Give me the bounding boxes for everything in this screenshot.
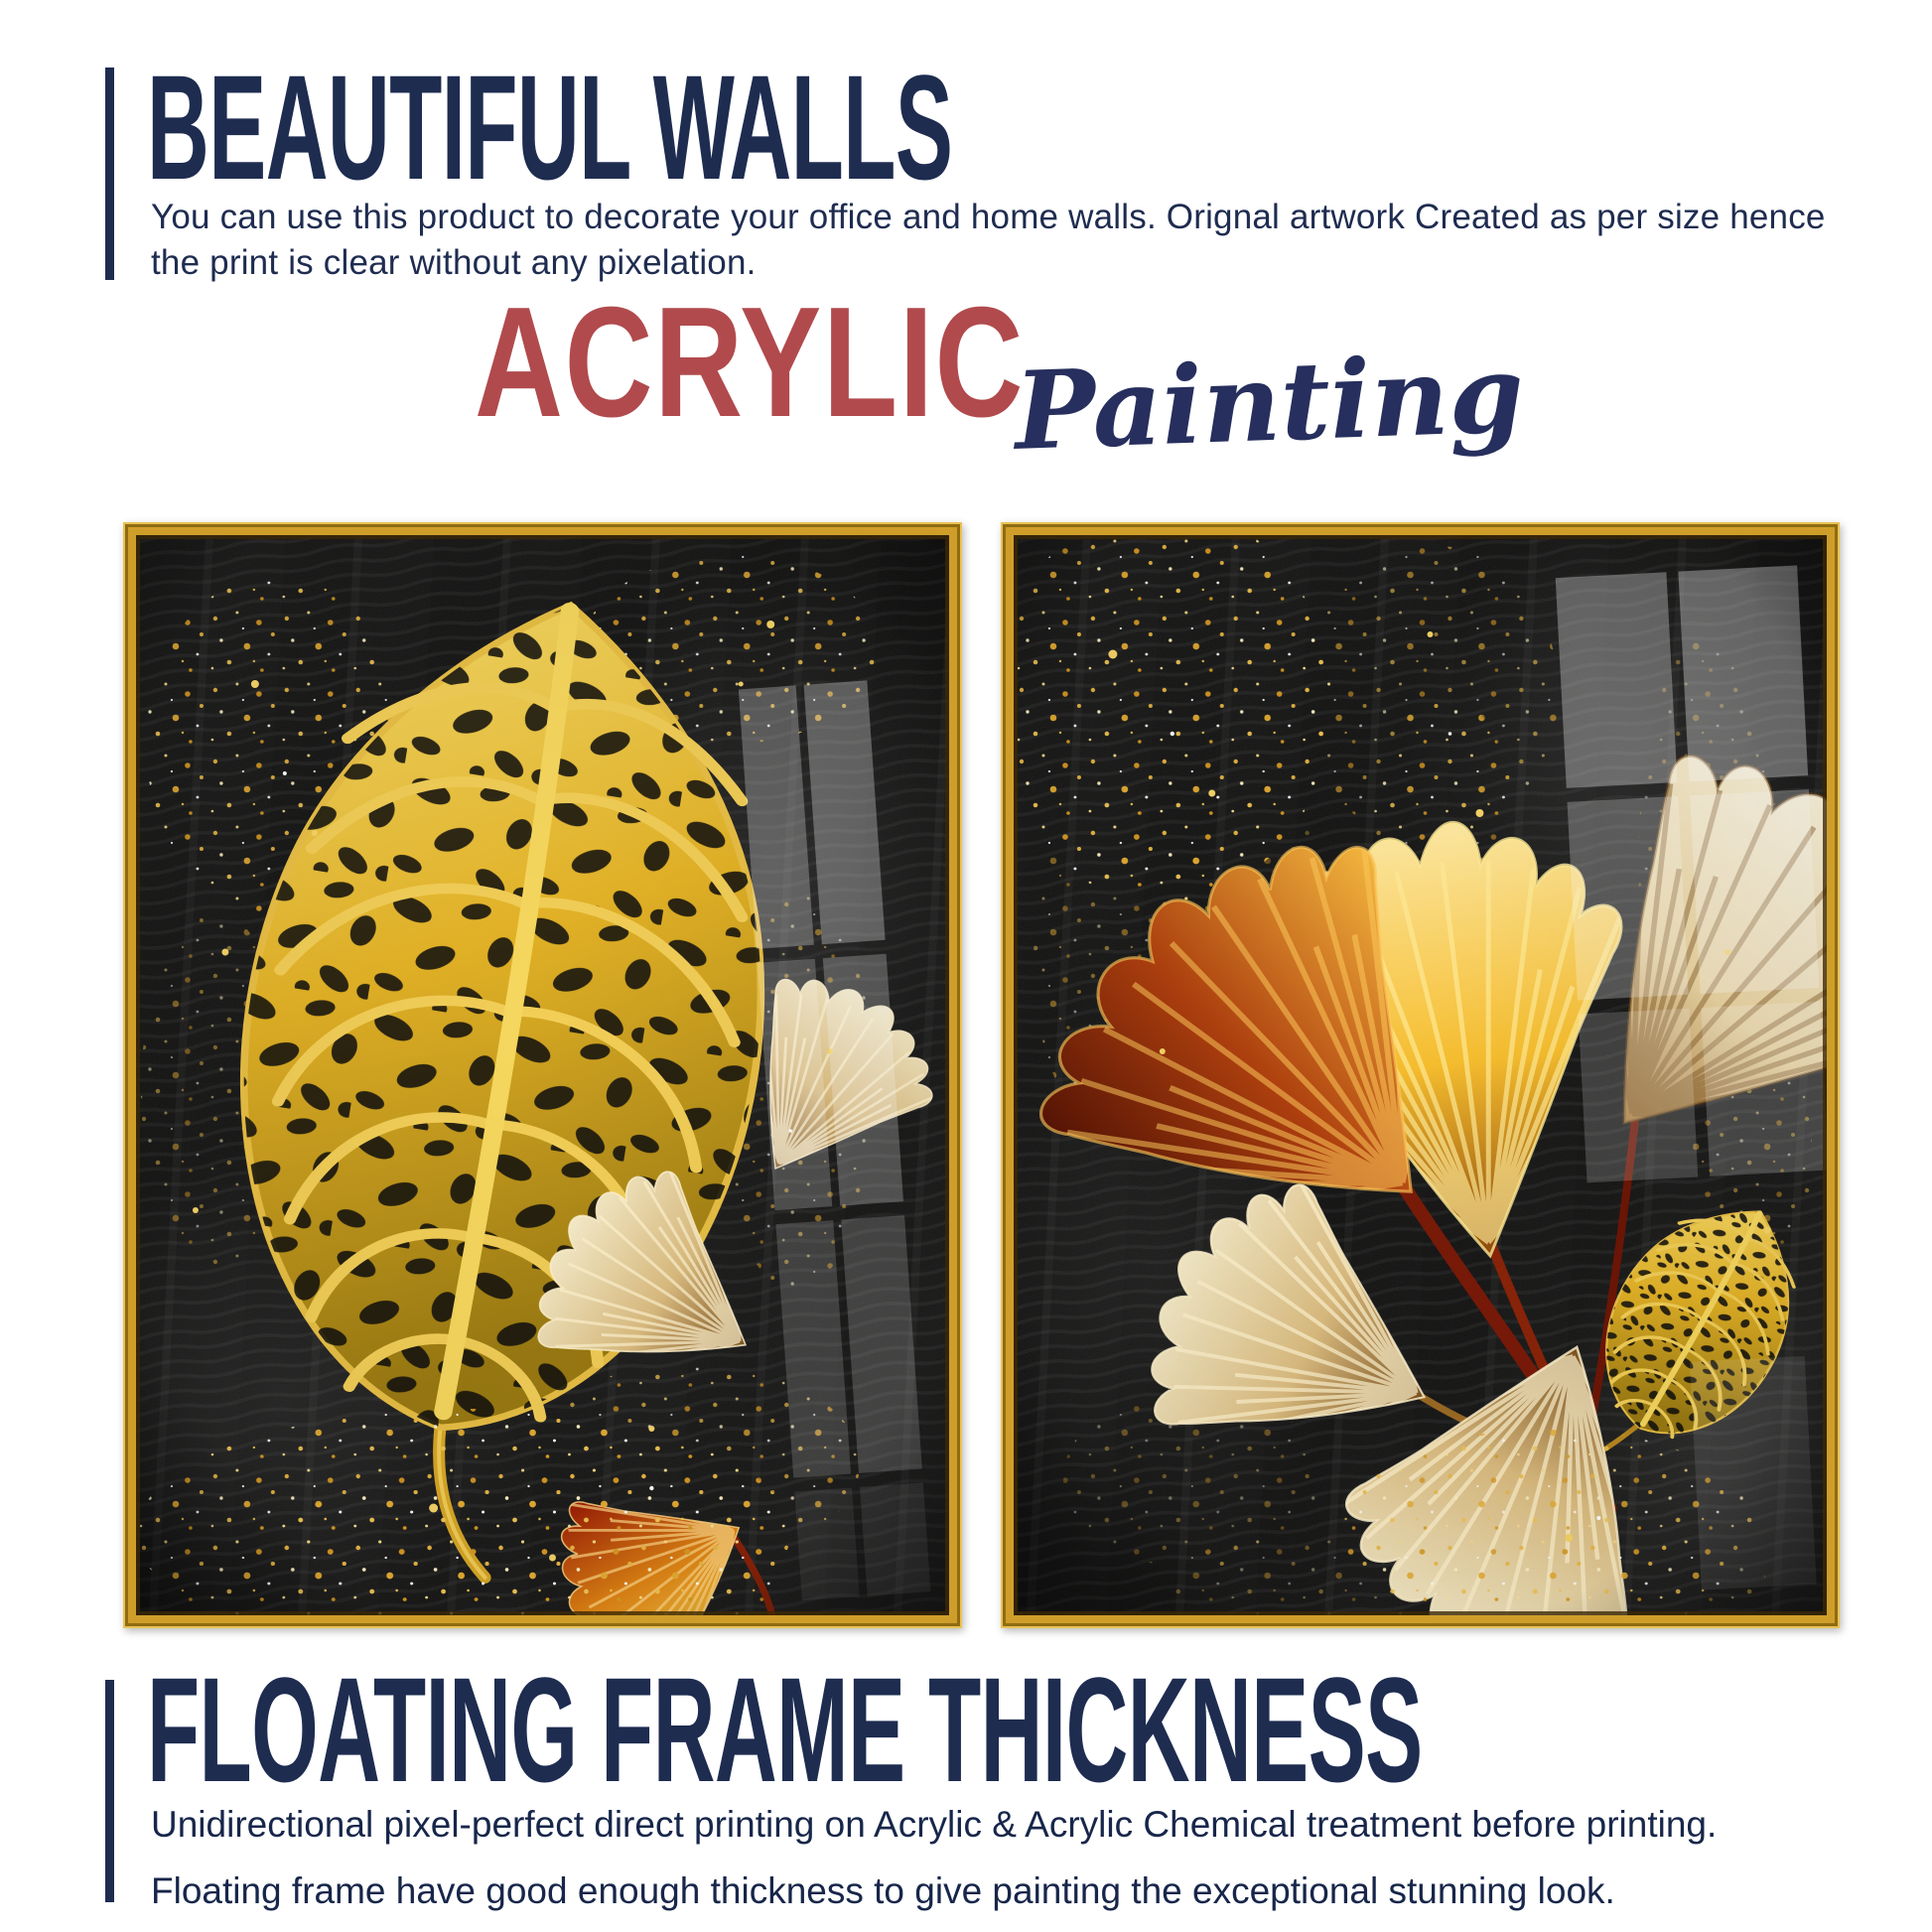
golden-ginkgo-leaves-painting	[1014, 535, 1827, 1615]
beautiful-walls-description: You can use this product to decorate your office and home walls. Orignal artwork Created as per size hence the print is clear without any pixelation.	[151, 198, 1826, 283]
brand-word-painting: Painting	[1012, 332, 1526, 475]
golden-skeleton-leaf-painting	[136, 535, 949, 1615]
framed-artwork-left	[123, 522, 962, 1628]
floating-frame-line-2: Floating frame have good enough thickness to give painting the exceptional stunning look.	[151, 1869, 1615, 1911]
acrylic-text: ACRYLIC	[475, 275, 1026, 450]
section-heading-floating-frame	[147, 1648, 1932, 1812]
section-heading-beautiful-walls	[147, 46, 1536, 209]
section-accent-bar-bottom	[105, 1680, 114, 1902]
heading-text: BEAUTIFUL WALLS	[147, 44, 953, 210]
section-accent-bar-top	[105, 68, 114, 280]
floating-frame-line-1: Unidirectional pixel-perfect direct printing on Acrylic & Acrylic Chemical treatment before printing.	[151, 1804, 1718, 1845]
framed-artwork-right	[1001, 522, 1840, 1628]
heading-text: FLOATING FRAME THICKNESS	[147, 1646, 1423, 1813]
floating-frame-description	[151, 1805, 1898, 1932]
